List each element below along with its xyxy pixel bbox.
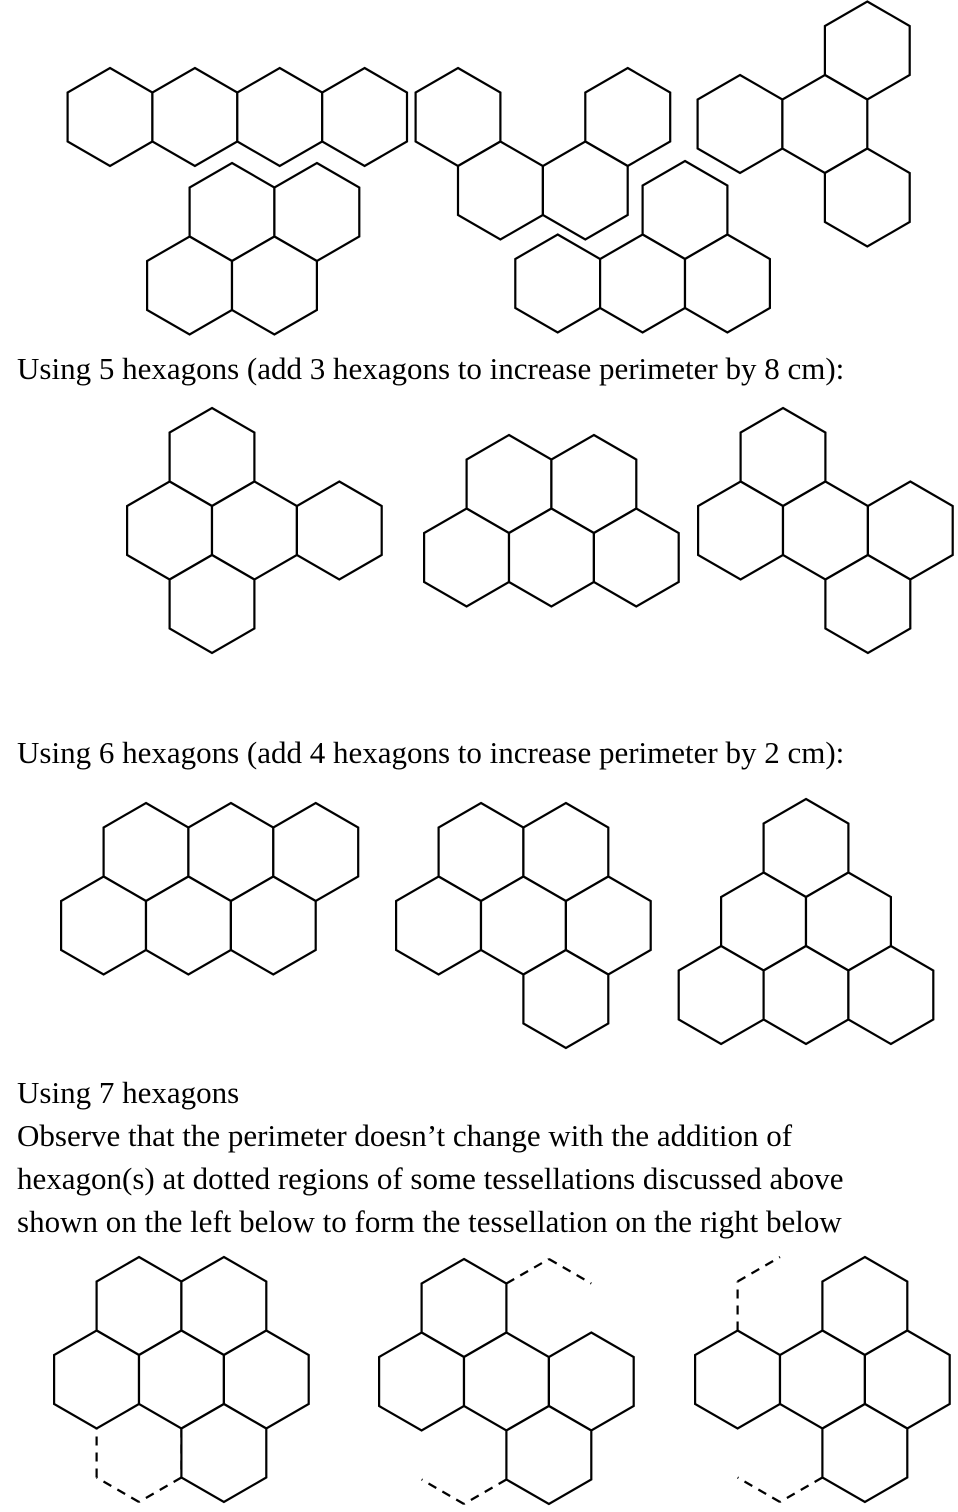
dotted-hexagon-edge: [422, 1480, 464, 1505]
caption-seven-hexagons: Using 7 hexagons: [17, 1075, 240, 1110]
dotted-hexagon-edge: [506, 1259, 549, 1284]
dotted-hexagon-edge: [139, 1478, 181, 1503]
hexagon-cell: [68, 68, 153, 166]
hexagon-cell: [698, 75, 783, 173]
dotted-hexagon-edge: [549, 1259, 591, 1284]
dotted-hexagon-edge: [97, 1478, 139, 1503]
hexagon-cell: [297, 482, 382, 580]
caption-six-hexagons: Using 6 hexagons (add 4 hexagons to increase perimeter by 2 cm):: [17, 735, 845, 770]
hexagon-cell: [322, 68, 407, 166]
observation-line-3: shown on the left below to form the tessellation on the right below: [17, 1204, 842, 1239]
observation-line-2: hexagon(s) at dotted regions of some tessellations discussed above: [17, 1161, 844, 1196]
observation-line-1: Observe that the perimeter doesn’t change with the addition of: [17, 1118, 793, 1153]
dotted-hexagon-edge: [738, 1478, 780, 1503]
dotted-hexagon-edge: [464, 1480, 506, 1505]
hexagon-cell: [152, 68, 237, 166]
dotted-hexagon-edge: [780, 1478, 822, 1503]
hexagon-cell: [695, 1331, 780, 1429]
hexagon-cell: [237, 68, 322, 166]
caption-five-hexagons: Using 5 hexagons (add 3 hexagons to increase perimeter by 8 cm):: [17, 351, 845, 386]
dotted-hexagon-edge: [738, 1257, 780, 1282]
hexagon-cell: [515, 235, 600, 333]
